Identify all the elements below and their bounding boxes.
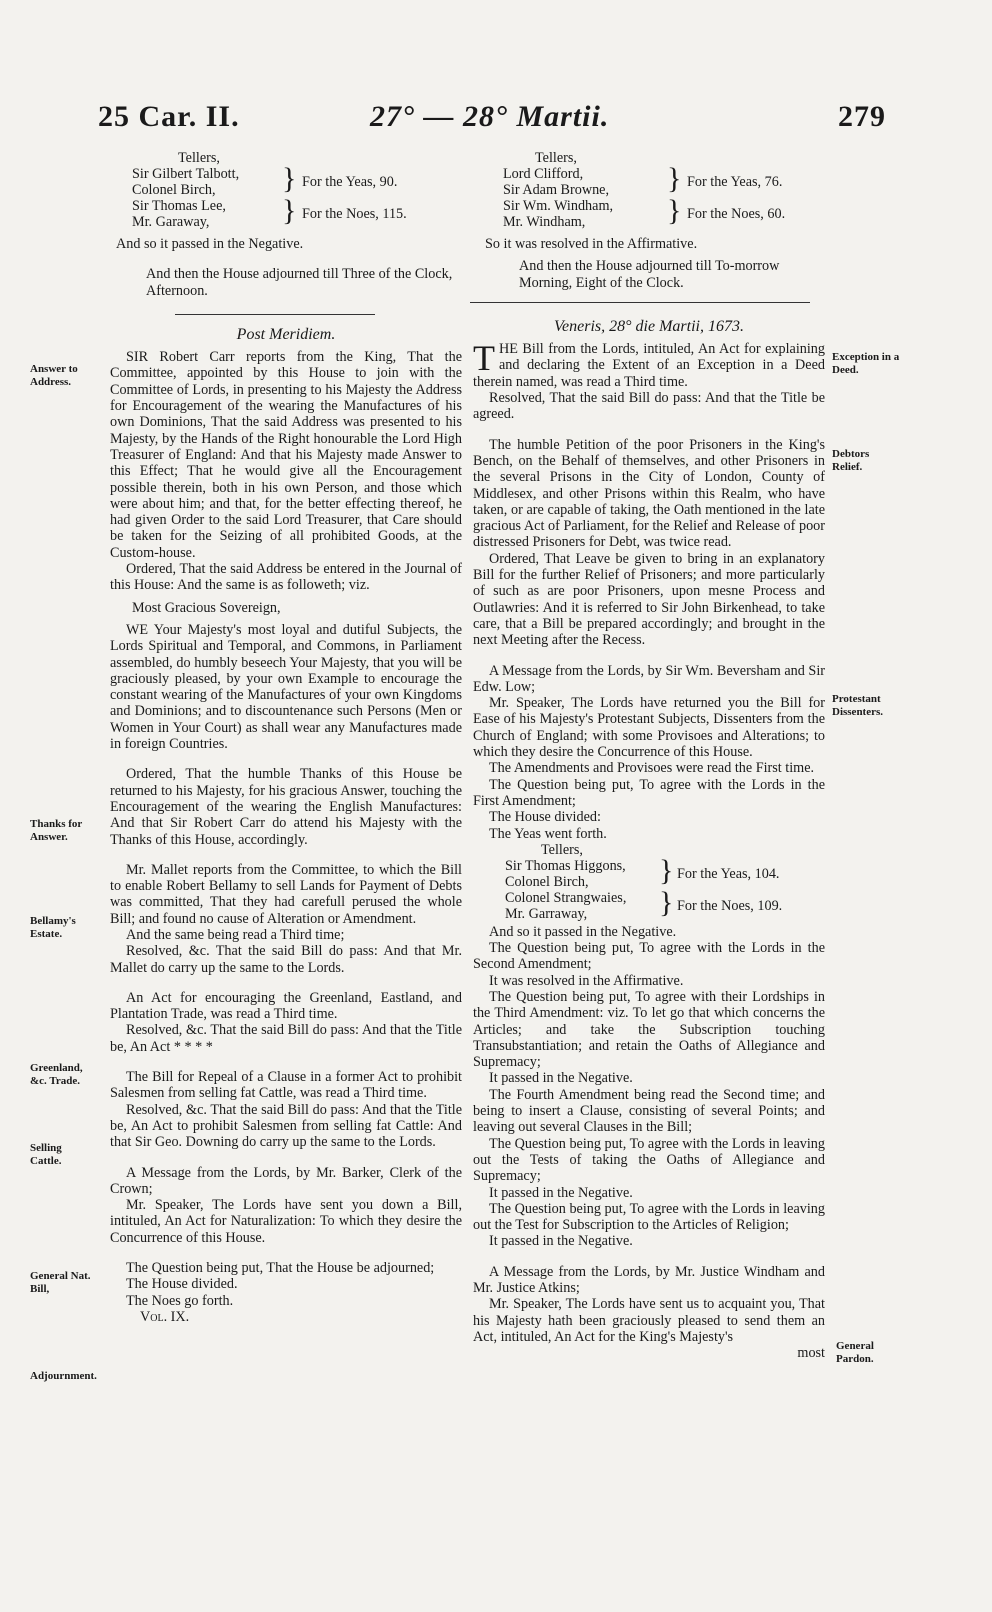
teller-name: Sir Wm. Windham, xyxy=(503,198,614,214)
margin-note: Debtors Relief. xyxy=(832,448,870,473)
running-head-center: 27° — 28° Martii. xyxy=(370,100,610,133)
house-divided: The House divided: xyxy=(489,809,601,826)
volume-signature: Vol. IX. xyxy=(140,1308,190,1325)
tellers-title: Tellers, xyxy=(178,150,220,166)
page-number: 279 xyxy=(838,100,886,133)
teller-name: Colonel Birch, xyxy=(505,873,589,890)
affirmative-result: It was resolved in the Affirmative. xyxy=(489,972,684,989)
drop-cap: T xyxy=(473,338,495,379)
cattle-bill: The Bill for Repeal of a Clause in a former Act to prohibit Salesmen from selling fat Cattle, was read a Third time. xyxy=(110,1069,462,1102)
cattle-resolved: Resolved, &c. That the said Bill do pass: And that the Title be, An Act to prohibit Salesmen from selling fat Cattle: And that Sir Geo. Downing do carry up the same to the Lords. xyxy=(110,1101,462,1151)
house-divided: The House divided. xyxy=(126,1276,238,1293)
margin-note: Exception in a Deed. xyxy=(832,351,900,376)
third-amendment-question: The Question being put, To agree with their Lordships in the Third Amendment: viz. To let go that which concerns the Articles; and take the Subscription touching Transubstantiation; and retain the Oaths of Allegiance and Supremacy; xyxy=(473,988,825,1071)
address-text: WE Your Majesty's most loyal and dutiful Subjects, the Lords Spiritual and Temporal, and Commons, in Parliament assembled, do humbly beseech Your Majesty, that you will be graciously pleased, by your own Example to encourage the constant wearing of the Manufactures of your own Kingdoms and Dominions; and to discountenance such Persons (Men or Women in Your Court) as shall wear any Manufactures made in foreign Countries. xyxy=(110,621,462,753)
yeas-count: For the Yeas, 90. xyxy=(302,174,398,190)
answer-paragraph: SIR Robert Carr reports from the King, That the Committee, appointed by this House to join with the Committee of Lords, in presenting to his Majesty the Address for Encouragement of the wearing the Manufactures of his own Dominions, That the said Address was presented to his Majesty, by the Hands of the Right honourable the Lord High Treasurer of England: And that his Majesty made Answer to this Effect; That he would give all the Encouragement possible therein, both in his own Person, and those which were about him; and that, for the better effecting thereof, he had given Order to the said Lord Treasurer, that Care should be taken for the Seizing of all prohibited Goods, at the Custom-house. xyxy=(110,349,462,561)
teller-name: Lord Clifford, xyxy=(503,166,584,182)
noes-count: For the Noes, 60. xyxy=(687,206,786,222)
affirmative-result: So it was resolved in the Affirmative. xyxy=(485,236,698,252)
deed-paragraph xyxy=(473,338,825,390)
brace: } xyxy=(659,853,674,887)
negative-result: It passed in the Negative. xyxy=(489,1184,633,1201)
ordered-address: Ordered, That the said Address be entered in the Journal of this House: And the same is as followeth; viz. xyxy=(110,561,462,594)
teller-name: Sir Gilbert Talbott, xyxy=(132,166,240,182)
margin-note: General Nat. Bill, xyxy=(30,1270,91,1295)
teller-name: Sir Adam Browne, xyxy=(503,182,610,198)
deed-resolved: Resolved, That the said Bill do pass: And that the Title be agreed. xyxy=(473,390,825,423)
adjourned-note: And then the House adjourned till To-morrow Morning, Eight of the Clock. xyxy=(519,258,780,291)
brace: } xyxy=(282,194,297,227)
margin-note: Protestant Dissenters. xyxy=(832,693,884,718)
negative-result: And so it passed in the Negative. xyxy=(489,923,677,940)
brace: } xyxy=(659,885,674,919)
fourth-amendment: The Fourth Amendment being read the Second time; and being to insert a Clause, consisting of several Points; and leaving out several Clauses in the Bill; xyxy=(473,1086,825,1136)
brace: } xyxy=(282,162,297,195)
teller-name: Sir Thomas Lee, xyxy=(132,198,226,214)
noes-count: For the Noes, 115. xyxy=(302,206,407,222)
first-amendment-question: The Question being put, To agree with the Lords in the First Amendment; xyxy=(473,776,825,809)
adjourned-note: And then the House adjourned till Three of the Clock, Afternoon. xyxy=(146,266,453,299)
pardon-message: A Message from the Lords, by Mr. Justice Windham and Mr. Justice Atkins; xyxy=(473,1263,825,1297)
negative-result: It passed in the Negative. xyxy=(489,1233,633,1250)
teller-name: Colonel Strangwaies, xyxy=(505,889,627,906)
tests-question: The Question being put, To agree with the Lords in leaving out the Tests of taking the Oaths of Allegiance and Supremacy; xyxy=(473,1135,825,1185)
pardon-speaker: Mr. Speaker, The Lords have sent us to acquaint you, That his Majesty hath been graciously pleased to send them an Act, intituled, An Act for the King's Majesty's xyxy=(473,1296,825,1345)
margin-note: Answer to Address. xyxy=(30,363,78,388)
left-column xyxy=(110,150,462,1325)
margin-note: Adjournment. xyxy=(30,1370,97,1382)
brace: } xyxy=(667,162,682,195)
teller-name: Mr. Garaway, xyxy=(132,214,210,230)
margin-note: Thanks for Answer. xyxy=(30,818,83,843)
salutation: Most Gracious Sovereign, xyxy=(132,599,281,616)
resolved-mallet: Resolved, &c. That the said Bill do pass: And that Mr. Mallet do carry up the same to the Lords. xyxy=(110,943,462,976)
yeas-count: For the Yeas, 76. xyxy=(687,174,783,190)
tellers-block-3 xyxy=(473,841,825,922)
teller-name: Mr. Garraway, xyxy=(505,905,588,922)
second-amendment-question: The Question being put, To agree with the Lords in the Second Amendment; xyxy=(473,940,825,973)
subscription-question: The Question being put, To agree with the Lords in leaving out the Test for Subscription to the Articles of Religion; xyxy=(473,1200,825,1234)
amendments-read: The Amendments and Provisoes were read the First time. xyxy=(489,760,815,777)
greenland-resolved: Resolved, &c. That the said Bill do pass: And that the Title be, An Act * * * * xyxy=(110,1022,462,1055)
third-time-note: And the same being read a Third time; xyxy=(126,926,345,943)
date-heading: Veneris, 28° die Martii, 1673. xyxy=(554,317,744,335)
debtors-ordered: Ordered, That Leave be given to bring in an explanatory Bill for the further Relief of Prisoners; and more particularly of such as are poor Prisoners, upon mesne Process and Outlawries: And it is referred to Sir John Birkenhead, to take care, that a Bill be prepared accordingly; and brought in the next Meeting after the Recess. xyxy=(473,550,825,649)
negative-result: It passed in the Negative. xyxy=(489,1070,633,1087)
tellers-block-1 xyxy=(110,150,462,236)
margin-note: Greenland, &c. Trade. xyxy=(30,1062,83,1087)
debtors-petition: The humble Petition of the poor Prisoners in the King's Bench, on the Behalf of themselves, and other Prisoners in the several Prisons in the City of London, County of Middlesex, and other Prisons within this Realm, who have taken, or are capable of taking, the Oath mentioned in the late gracious Act of Parliament, for the Relief and Release of poor distressed Prisoners for Debt, was twice read. xyxy=(473,436,825,551)
post-meridiem-heading: Post Meridiem. xyxy=(236,325,336,343)
greenland-act: An Act for encouraging the Greenland, Eastland, and Plantation Trade, was read a Third time. xyxy=(110,989,462,1023)
tellers-title: Tellers, xyxy=(535,150,577,166)
deed-text: HE Bill from the Lords, intituled, An Act for explaining and declaring the Extent of an Exception in a Deed therein named, was read a Third time. xyxy=(473,341,825,390)
yeas-forth: The Yeas went forth. xyxy=(489,825,607,842)
mallet-report: Mr. Mallet reports from the Committee, to which the Bill to enable Robert Bellamy to sell Lands for Payment of Debts was committed, That they had carefull perused the whole Bill; and found no cause of Alteration or Amendment. xyxy=(110,861,462,927)
margin-note: Selling Cattle. xyxy=(30,1142,62,1167)
running-head-left: 25 Car. II. xyxy=(98,100,240,133)
thanks-paragraph: Ordered, That the humble Thanks of this House be returned to his Majesty, for his gracious Answer, touching the Encouragement of the wearing the English Manufactures: And that Sir Robert Carr do attend his Majesty with the Thanks of this House, accordingly. xyxy=(110,766,462,848)
catchword: most xyxy=(797,1345,825,1362)
negative-result: And so it passed in the Negative. xyxy=(116,236,304,252)
naturalization-message: A Message from the Lords, by Mr. Barker, Clerk of the Crown; xyxy=(110,1164,462,1197)
divider xyxy=(175,314,375,315)
adjourn-question: The Question being put, That the House be adjourned; xyxy=(126,1260,435,1277)
noes-forth: The Noes go forth. xyxy=(126,1292,234,1309)
teller-name: Mr. Windham, xyxy=(503,214,586,230)
naturalization-speaker: Mr. Speaker, The Lords have sent you down a Bill, intituled, An Act for Naturalization: To which they desire the Concurrence of this House. xyxy=(110,1197,462,1246)
tellers-title: Tellers, xyxy=(541,841,583,858)
margin-note: Bellamy's Estate. xyxy=(30,915,76,940)
right-column xyxy=(473,150,825,1362)
yeas-count: For the Yeas, 104. xyxy=(677,865,780,882)
protestant-message: A Message from the Lords, by Sir Wm. Beversham and Sir Edw. Low; xyxy=(473,662,825,695)
protestant-speaker: Mr. Speaker, The Lords have returned you the Bill for Ease of his Majesty's Protestant Subjects, Dissenters from the Church of England; with some Provisoes and Alterations; to which they desire the Concurrence of this House. xyxy=(473,695,825,761)
tellers-block-2 xyxy=(473,150,825,236)
teller-name: Sir Thomas Higgons, xyxy=(505,857,626,874)
brace: } xyxy=(667,194,682,227)
margin-note: General Pardon. xyxy=(836,1340,874,1365)
noes-count: For the Noes, 109. xyxy=(677,897,783,914)
teller-name: Colonel Birch, xyxy=(132,182,216,198)
